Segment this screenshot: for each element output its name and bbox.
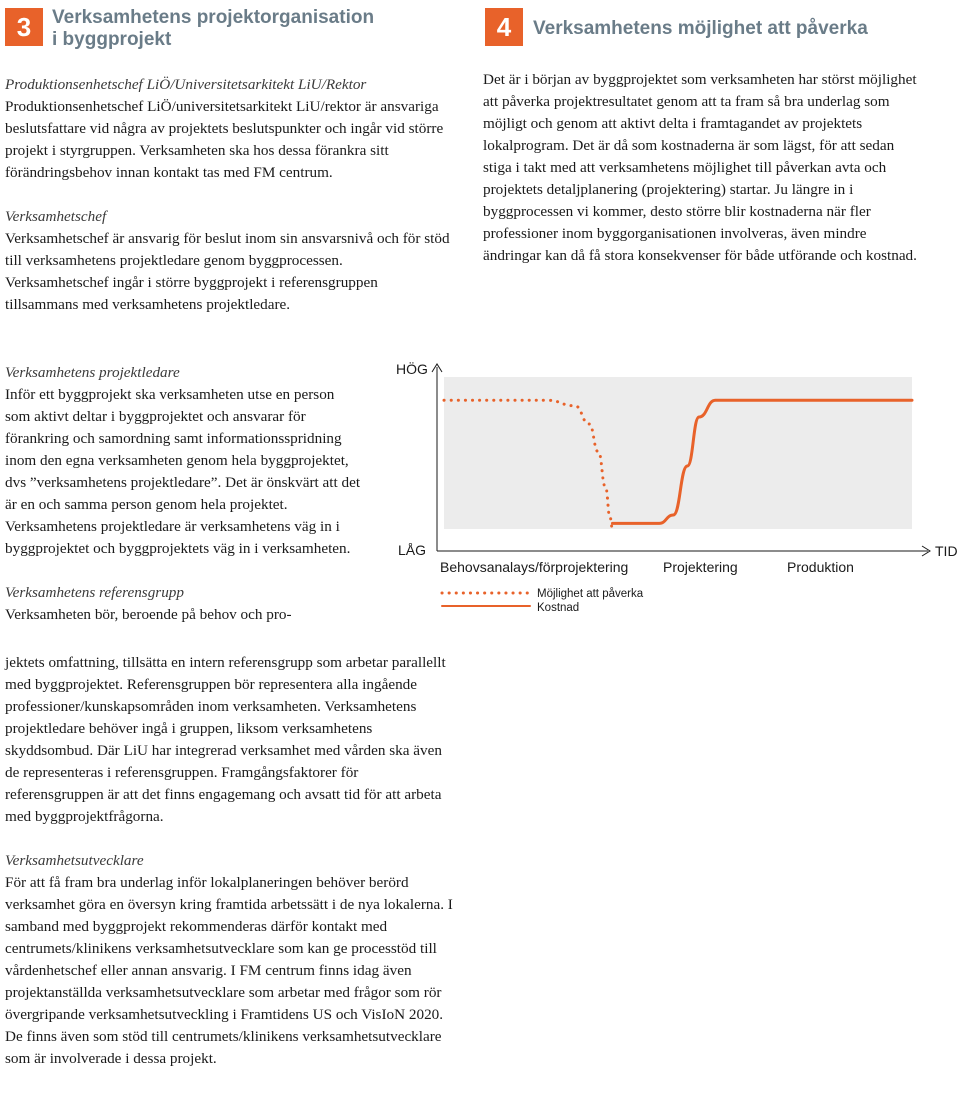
legend-kostnad-label: Kostnad	[537, 602, 580, 614]
role-projektledare: Verksamhetens projektledare	[5, 364, 180, 381]
text-produktionsenhetschef: Produktionsenhetschef LiÖ/universitetsarkitekt LiU/rektor är ansvariga beslutsfattare vid några av projektets beslutspunkter och ingår vid större projekt i styrgruppen. Verksamheten ska hos dessa förankra sitt förändringsbehov innan kontakt tas med FM centrum.	[5, 98, 444, 181]
series-mojlighet-line	[444, 400, 612, 529]
phase-label-projektering: Projektering	[663, 559, 738, 575]
phase-label-produktion: Produktion	[787, 559, 854, 575]
role-verksamhetschef: Verksamhetschef	[5, 208, 107, 225]
x-axis-label: TID	[935, 543, 958, 559]
section-3-lower-column	[5, 652, 455, 1070]
role-referensgrupp: Verksamhetens referensgrupp	[5, 584, 184, 601]
section-3-title	[52, 7, 374, 51]
role-verksamhetsutvecklare: Verksamhetsutvecklare	[5, 852, 144, 869]
role-produktionsenhetschef: Produktionsenhetschef LiÖ/Universitetsarkitekt LiU/Rektor	[5, 76, 367, 93]
section-4-title: Verksamhetens möjlighet att påverka	[533, 18, 868, 39]
legend-mojlighet-label: Möjlighet att påverka	[537, 588, 644, 600]
text-verksamhetschef: Verksamhetschef är ansvarig för beslut inom sin ansvarsnivå och för stöd till verksamhetens projektledare genom byggprocessen. Verksamhetschef ingår i större byggprojekt i referensgruppen tillsammans med verksamhetens projektledare.	[5, 230, 450, 313]
y-low-label: LÅG	[398, 542, 427, 558]
text-mojlighet-att-paverka: Det är i början av byggprojektet som verksamheten har störst möjlighet att påverka projektresultatet genom att ta fram så bra underlag som möjligt och genom att aktivt delta i framtagandet av projektets lokalprogram. Det är då som kostnaderna är som lägst, för att sedan stiga i takt med att verksamhetens möjlighet till påverkan avta och projektets detaljplanering (projektering) startar. Ju längre in i byggprocessen vi kommer, desto större blir kostnaderna när fler professioner inom byggorganisationen involveras, även mindre ändringar kan då få stora konsekvenser för både utförande och kostnad.	[483, 71, 917, 264]
section-3-upper-column	[5, 74, 450, 316]
series-kostnad-line	[612, 400, 912, 523]
section-4-column	[483, 69, 923, 267]
text-verksamhetsutvecklare: För att få fram bra underlag inför lokalplaneringen behöver berörd verksamhet göra en översyn kring framtida arbetssätt i de nya lokalerna. I samband med byggprojekt rekommenderas därför kontakt med centrumets/klinikens verksamhetsutvecklare som kan ge processtöd till vårdenhetschef eller annan ansvarig. I FM centrum finns idag även projektanställda verksamhetsutvecklare som arbetar med frågor som rör övergripande verksamhetsutveckling i Framtidens US och VisIoN 2020. De finns även som stöd till centrumets/klinikens verksamhetsutvecklare som är involverade i dessa projekt.	[5, 874, 453, 1067]
y-high-label: HÖG	[396, 361, 428, 377]
y-axis-arrowhead	[432, 364, 442, 372]
section-3-narrow-column	[5, 362, 363, 626]
section-4-number-badge: 4	[485, 8, 523, 46]
chart-shaded-area	[444, 377, 912, 529]
section-3-title-line1: Verksamhetens projektorganisation	[52, 7, 375, 28]
text-projektledare: Inför ett byggprojekt ska verksamheten utse en person som aktivt deltar i byggprojektet och ansvarar för förankring och samordning samt informationsspridning inom den egna verksamheten genom hela byggprojektet, dvs ”verksamhetens projektledare”. Det är önskvärt att det är en och samma person genom hela projektet. Verksamhetens projektledare är verksamhetens väg in i byggprojektet och byggprojektets väg in i verksamheten.	[5, 386, 361, 557]
x-axis-arrowhead	[922, 546, 930, 556]
text-referensgrupp-start: Verksamheten bör, beroende på behov och pro-	[5, 606, 292, 623]
phase-label-behovsanalys: Behovsanalays/förprojektering	[440, 559, 629, 575]
section-3-title-line2: i byggprojekt	[52, 29, 172, 50]
text-referensgrupp-rest: jektets omfattning, tillsätta en intern referensgrupp som arbetar parallellt med byggprojektet. Referensgruppen bör representera alla ingående professioner/kunskapsområden inom verksamheten. Verksamhetens projektledare behöver ingå i gruppen, liksom verksamhetens skyddsombud. Där LiU har integrerad verksamhet med vården ska även de representeras i referensgruppen. Framgångsfaktorer för referensgruppen är att det finns engagemang och avsatt tid för att arbeta med byggprojektfrågorna.	[5, 654, 446, 825]
section-3-number-badge: 3	[5, 8, 43, 46]
